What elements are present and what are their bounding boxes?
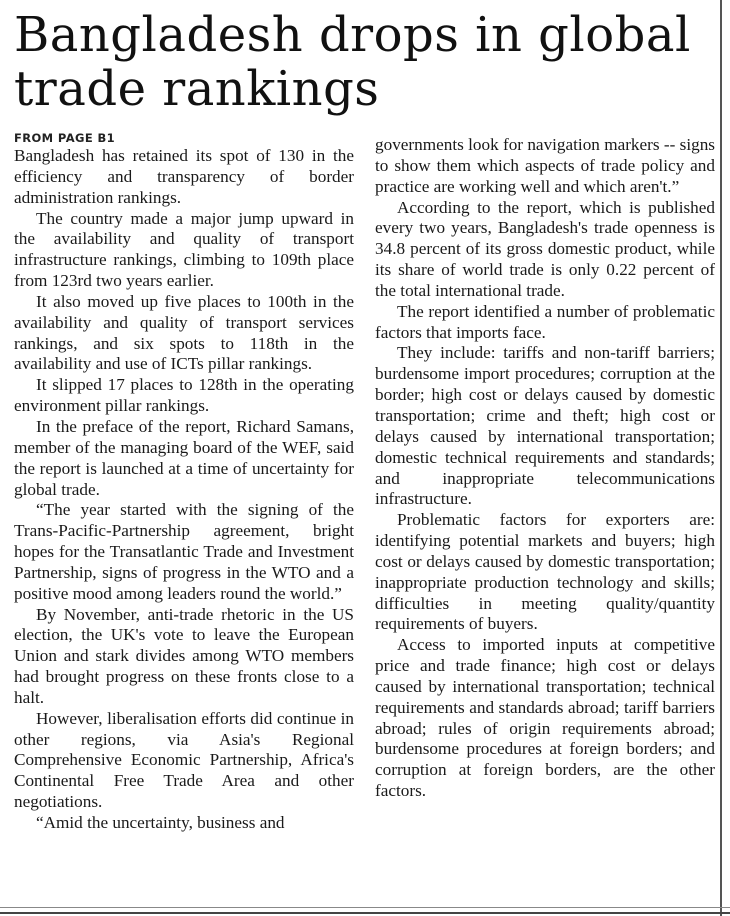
- paragraph: In the preface of the report, Richard Samans, member of the managing board of the WEF, said the report is launched at a time of uncertainty for global trade.: [14, 416, 354, 499]
- paragraph: Bangladesh has retained its spot of 130 in the efficiency and transparency of border administration rankings.: [14, 146, 354, 207]
- quote-paragraph: “Amid the uncertainty, business and: [36, 813, 285, 832]
- paragraph: They include: tariffs and non-tariff barriers; burdensome import procedures; corruption at the border; high cost or delays caused by domestic transportation; crime and theft; high cost or delays caused by international transportation; domestic technical requirements and standards; and inappropriate telecommunications infrastructure.: [375, 343, 715, 509]
- column-border-right: [720, 0, 722, 916]
- paragraph: According to the report, which is published every two years, Bangladesh's trade openness is 34.8 percent of its gross domestic product, while its share of world trade is only 0.22 percent of the total international trade.: [375, 197, 715, 300]
- article-column-right: [375, 135, 715, 802]
- paragraph: It slipped 17 places to 128th in the operating environment pillar rankings.: [14, 375, 354, 416]
- page-bottom-rule-thick: [0, 912, 730, 914]
- paragraph: The country made a major jump upward in the availability and quality of transport infrastructure rankings, climbing to 109th place from 123rd two years earlier.: [14, 208, 354, 291]
- quote-continuation: governments look for navigation markers -- signs to show them which aspects of trade policy and practice are working well and which aren't.”: [375, 135, 715, 196]
- paragraph: Access to imported inputs at competitive price and trade finance; high cost or delays caused by international transportation; technical requirements and standards abroad; tariff barriers abroad; rules of origin requirements abroad; burdensome procedures at foreign borders; and corruption at foreign borders, are the other factors.: [375, 635, 715, 801]
- quote-paragraph: “The year started with the signing of the Trans-Pacific-Partnership agreement, bright hopes for the Transatlantic Trade and Investment Partnership, signs of progress in the WTO and a positive mood among leaders round the world.”: [14, 500, 354, 603]
- article-headline: Bangladesh drops in global trade rankings: [14, 7, 691, 117]
- page-bottom-rule: [0, 907, 730, 908]
- paragraph: By November, anti-trade rhetoric in the US election, the UK's vote to leave the European Union and stark divides among WTO members had brought progress on these fronts close to a halt.: [14, 604, 354, 707]
- paragraph: However, liberalisation efforts did continue in other regions, via Asia's Regional Comprehensive Economic Partnership, Africa's Continental Free Trade Area and other negotiations.: [14, 708, 354, 812]
- paragraph: It also moved up five places to 100th in the availability and quality of transport services rankings, and six spots to 118th in the availability and use of ICTs pillar rankings.: [14, 291, 354, 374]
- paragraph: The report identified a number of problematic factors that imports face.: [375, 301, 715, 342]
- paragraph: Problematic factors for exporters are: identifying potential markets and buyers; high cost or delays caused by domestic transportation; inappropriate production technology and skills; difficulties in meeting quality/quantity requirements of buyers.: [375, 510, 715, 634]
- continuation-kicker: FROM PAGE B1: [14, 131, 116, 145]
- article-column-left: [14, 131, 354, 834]
